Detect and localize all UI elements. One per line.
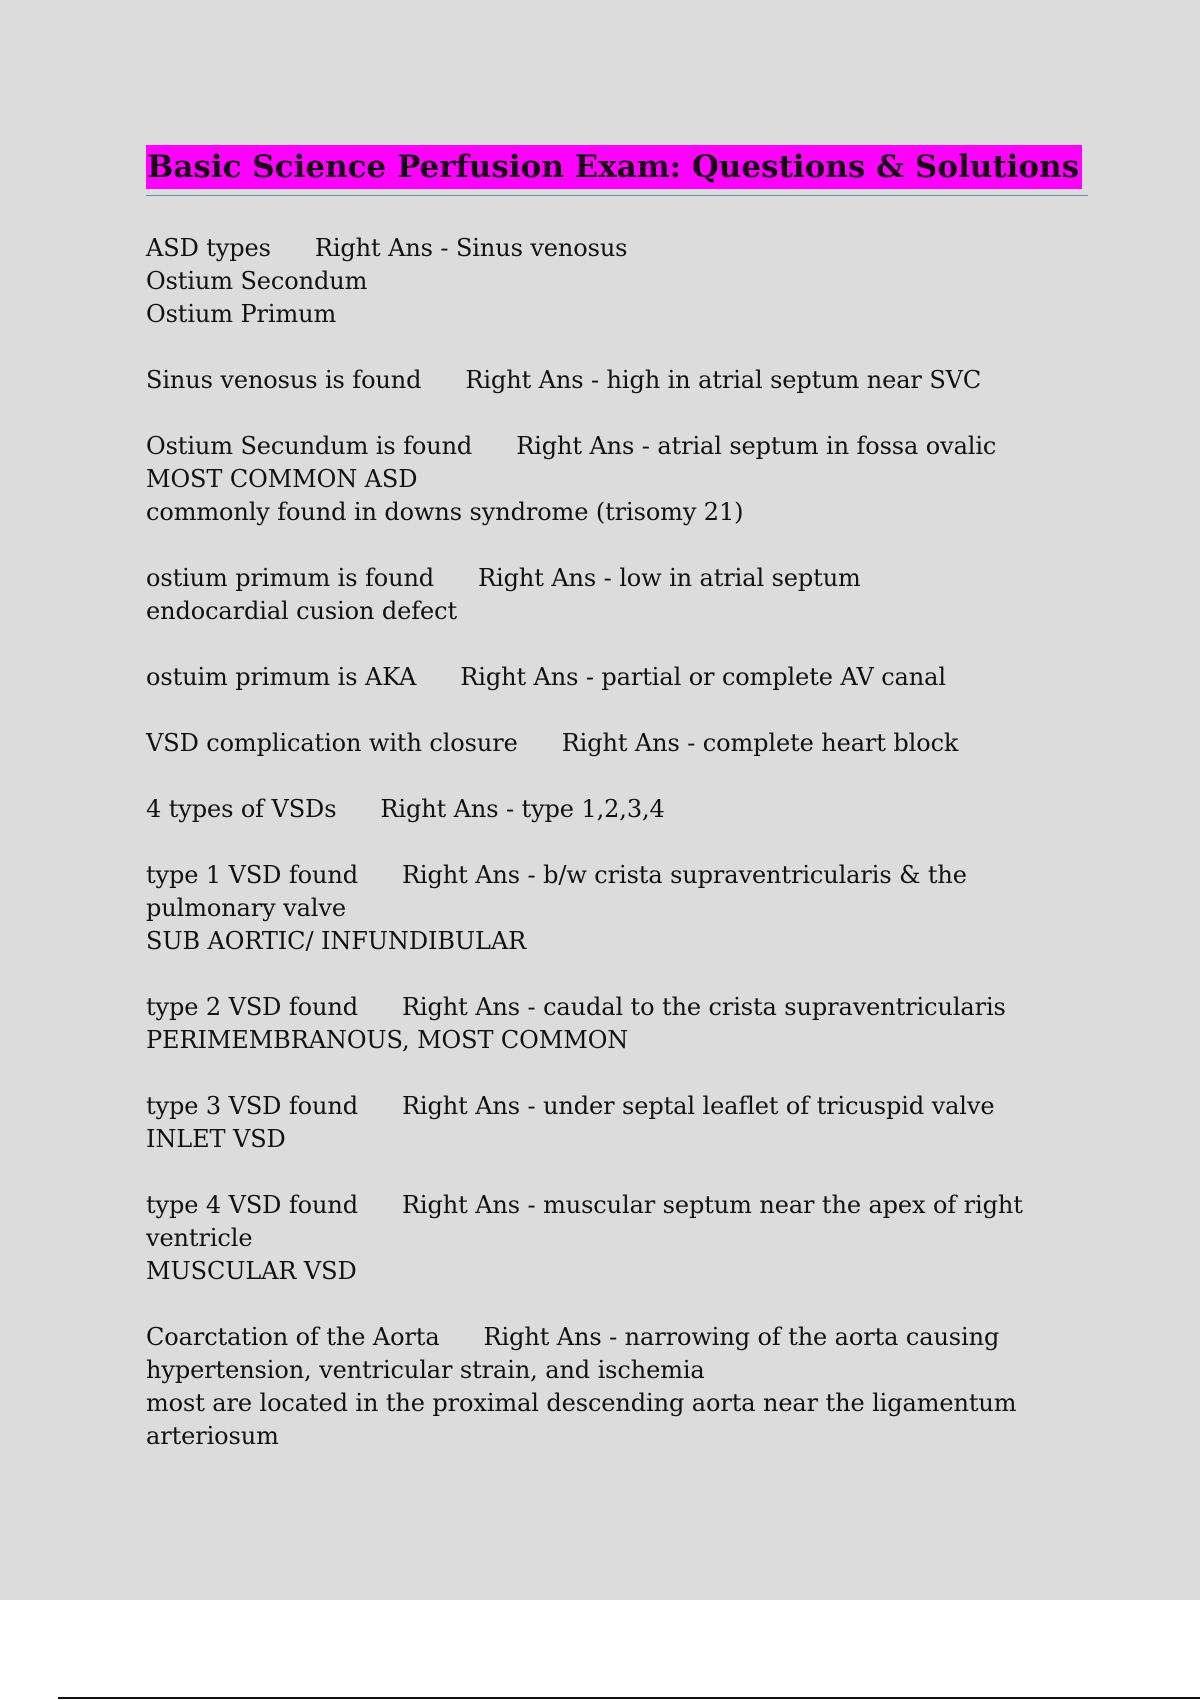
qa-first-line: [146, 1090, 1088, 1123]
answer-continuation: most are located in the proximal descending aorta near the ligamentum: [146, 1389, 1017, 1417]
answer-continuation: MOST COMMON ASD: [146, 465, 418, 493]
answer-text: Right Ans - type 1,2,3,4: [380, 795, 665, 823]
qa-entry: [146, 562, 1088, 628]
answer-text: Right Ans - atrial septum in fossa ovalic: [516, 432, 997, 460]
answer-text: Right Ans - high in atrial septum near SVC: [465, 366, 982, 394]
answer-continuation: Ostium Primum: [146, 300, 337, 328]
question-text: type 3 VSD found: [146, 1092, 358, 1120]
question-text: ASD types: [146, 234, 271, 262]
qa-list: [146, 232, 1088, 1453]
question-text: Ostium Secundum is found: [146, 432, 473, 460]
qa-first-line: [146, 793, 1088, 826]
qa-first-line: [146, 364, 1088, 397]
answer-continuation: arteriosum: [146, 1422, 279, 1450]
answer-continuation: INLET VSD: [146, 1125, 286, 1153]
page-footer-rule: [58, 1697, 1200, 1699]
answer-text: Right Ans - narrowing of the aorta causing: [483, 1323, 1000, 1351]
qa-entry: [146, 1189, 1088, 1288]
qa-entry: [146, 661, 1088, 694]
answer-continuation: commonly found in downs syndrome (trisomy 21): [146, 498, 744, 526]
qa-first-line: [146, 1189, 1088, 1222]
qa-entry: [146, 991, 1088, 1057]
question-text: Sinus venosus is found: [146, 366, 422, 394]
qa-entry: [146, 232, 1088, 331]
question-text: ostuim primum is AKA: [146, 663, 417, 691]
answer-text: Right Ans - complete heart block: [561, 729, 959, 757]
qa-first-line: [146, 562, 1088, 595]
question-text: 4 types of VSDs: [146, 795, 337, 823]
answer-text: Right Ans - partial or complete AV canal: [460, 663, 946, 691]
qa-first-line: [146, 991, 1088, 1024]
qa-first-line: [146, 727, 1088, 760]
qa-first-line: [146, 1321, 1088, 1354]
qa-entry: [146, 364, 1088, 397]
answer-continuation: ventricle: [146, 1224, 253, 1252]
answer-text: Right Ans - muscular septum near the apex of right: [401, 1191, 1023, 1219]
question-text: Coarctation of the Aorta: [146, 1323, 440, 1351]
answer-continuation: pulmonary valve: [146, 894, 346, 922]
qa-first-line: [146, 859, 1088, 892]
answer-text: Right Ans - caudal to the crista supraventricularis: [401, 993, 1006, 1021]
document-content: [146, 145, 1088, 1486]
answer-text: Right Ans - Sinus venosus: [314, 234, 628, 262]
question-text: VSD complication with closure: [146, 729, 518, 757]
answer-continuation: Ostium Secondum: [146, 267, 368, 295]
answer-text: Right Ans - b/w crista supraventricularis & the: [401, 861, 967, 889]
answer-continuation: SUB AORTIC/ INFUNDIBULAR: [146, 927, 527, 955]
qa-first-line: [146, 232, 1088, 265]
qa-first-line: [146, 661, 1088, 694]
qa-entry: [146, 1090, 1088, 1156]
answer-continuation: PERIMEMBRANOUS, MOST COMMON: [146, 1026, 629, 1054]
answer-continuation: hypertension, ventricular strain, and ischemia: [146, 1356, 705, 1384]
title-block: [146, 145, 1088, 196]
answer-text: Right Ans - low in atrial septum: [478, 564, 861, 592]
answer-continuation: endocardial cusion defect: [146, 597, 458, 625]
qa-entry: [146, 859, 1088, 958]
qa-entry: [146, 430, 1088, 529]
document-title: Basic Science Perfusion Exam: Questions & Solutions: [146, 145, 1082, 189]
qa-entry: [146, 793, 1088, 826]
answer-continuation: MUSCULAR VSD: [146, 1257, 357, 1285]
qa-first-line: [146, 430, 1088, 463]
qa-entry: [146, 1321, 1088, 1453]
question-text: type 1 VSD found: [146, 861, 358, 889]
qa-entry: [146, 727, 1088, 760]
question-text: type 4 VSD found: [146, 1191, 358, 1219]
answer-text: Right Ans - under septal leaflet of tricuspid valve: [401, 1092, 995, 1120]
question-text: ostium primum is found: [146, 564, 435, 592]
question-text: type 2 VSD found: [146, 993, 358, 1021]
